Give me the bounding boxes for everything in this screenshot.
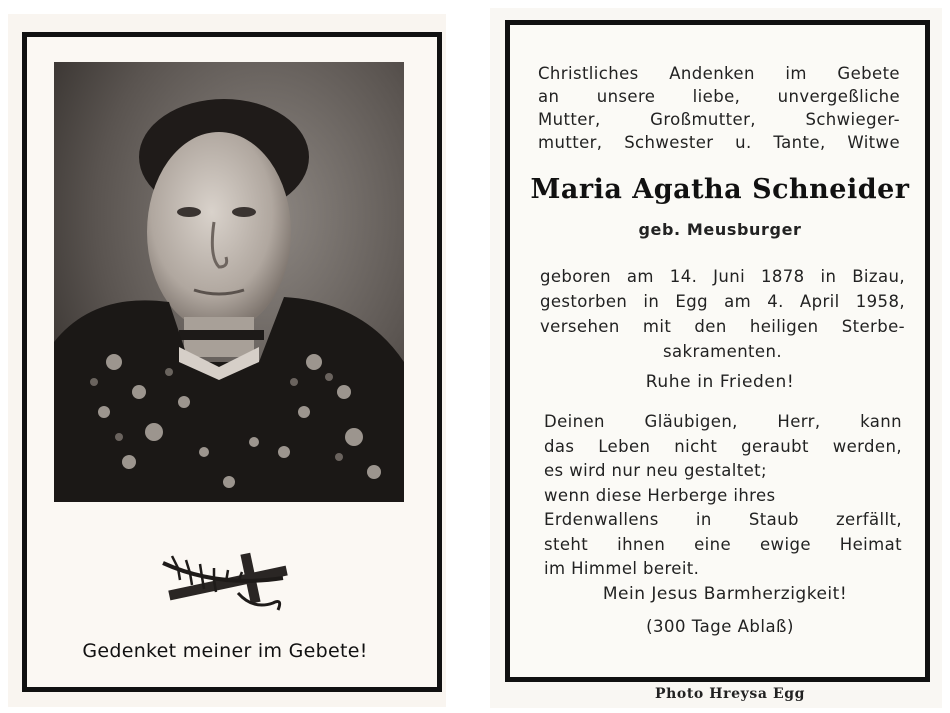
verse-line: es wird nur neu gestaltet; — [544, 461, 767, 480]
intro-line: Mutter, Großmutter, Schwieger- — [538, 110, 900, 129]
verse-line: Deinen Gläubigen, Herr, kann — [544, 412, 902, 431]
photo-credit: Photo Hreysa Egg — [654, 686, 806, 702]
portrait-photo — [54, 62, 404, 502]
verse-line: steht ihnen eine ewige Heimat — [544, 534, 902, 554]
maiden-name: geb. Meusburger — [638, 220, 802, 239]
cross-and-palm-icon — [158, 548, 298, 618]
portrait-photo-drawing — [54, 62, 404, 502]
date-line: gestorben in Egg am 4. April 1958, — [540, 292, 905, 311]
intro-text — [538, 62, 900, 154]
deceased-name: Maria Agatha Schneider — [530, 174, 910, 205]
verse-line: wenn diese Herberge ihres — [544, 485, 776, 505]
prayer-line: Mein Jesus Barmherzigkeit! — [602, 584, 848, 604]
intro-line: an unsere liebe, unvergeßliche — [538, 87, 900, 106]
rest-in-peace: Ruhe in Frieden! — [645, 372, 795, 392]
life-dates — [540, 264, 905, 364]
date-line: versehen mit den heiligen Sterbe- — [540, 317, 905, 336]
verse-line: das Leben nicht geraubt werden, — [544, 436, 902, 456]
verse-line: Erdenwallens in Staub zerfällt, — [544, 510, 902, 529]
card-caption: Gedenket meiner im Gebete! — [82, 640, 368, 662]
indulgence-note: (300 Tage Ablaß) — [646, 617, 794, 636]
verse-text — [544, 410, 902, 582]
verse-line: im Himmel bereit. — [544, 559, 700, 578]
date-line: sakramenten. — [663, 342, 782, 361]
intro-line: mutter, Schwester u. Tante, Witwe — [538, 133, 900, 152]
intro-line: Christliches Andenken im Gebete — [538, 64, 900, 83]
date-line: geboren am 14. Juni 1878 in Bizau, — [540, 267, 905, 286]
